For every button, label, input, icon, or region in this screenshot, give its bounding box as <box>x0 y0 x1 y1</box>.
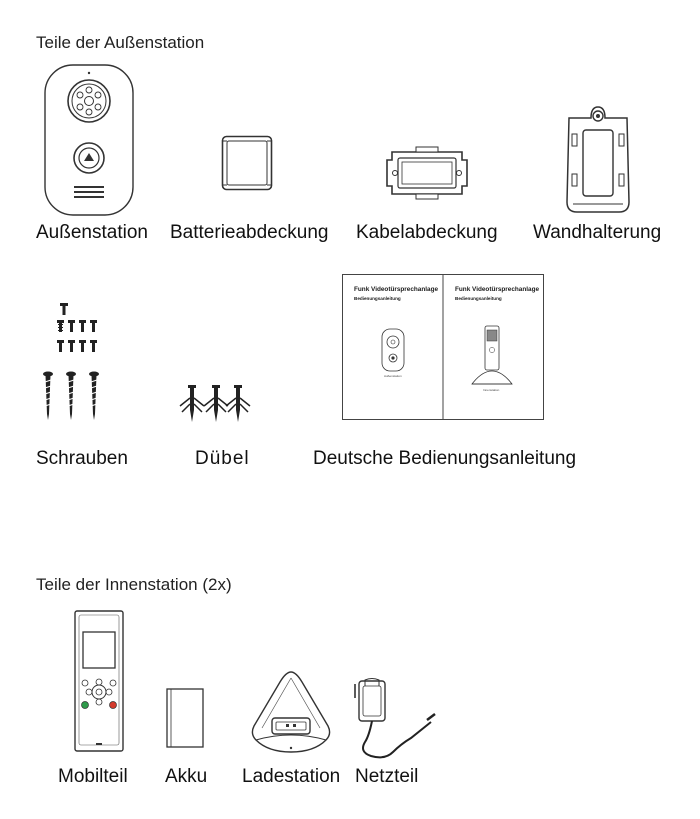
indoor-heading: Teile der Innenstation (2x) <box>36 575 232 594</box>
manual-right-title: Funk Videotürsprechanlage <box>455 286 540 293</box>
label-charger: Ladestation <box>242 766 341 787</box>
label-manual: Deutsche Bedienungsanleitung <box>313 448 577 469</box>
label-wall-bracket: Wandhalterung <box>533 222 662 243</box>
power-adapter-icon <box>345 676 437 762</box>
label-battery-cover: Batterieabdeckung <box>170 222 329 243</box>
wall-bracket-icon <box>563 104 633 214</box>
label-handset: Mobilteil <box>58 766 128 787</box>
label-dowels: Dübel <box>195 448 250 469</box>
manual-right-caption: Innenstation <box>483 388 500 392</box>
label-battery: Akku <box>165 766 208 787</box>
cable-cover-icon <box>386 146 468 200</box>
manual-left-subtitle: Bedienungsanleitung <box>354 296 401 301</box>
manual-left-caption: Außenstation <box>384 374 402 378</box>
screws-icon <box>38 302 108 422</box>
manual-pages <box>342 274 544 420</box>
doorbell-station-icon <box>44 64 134 216</box>
label-cable-cover: Kabelabdeckung <box>356 222 498 243</box>
outdoor-heading: Teile der Außenstation <box>36 33 205 52</box>
manual-right-subtitle: Bedienungsanleitung <box>455 296 502 301</box>
label-outdoor-station: Außenstation <box>36 222 148 243</box>
dowels-icon <box>175 384 255 424</box>
charging-station-icon <box>248 670 334 754</box>
battery-cover-icon <box>221 135 273 191</box>
label-screws: Schrauben <box>36 448 128 469</box>
battery-icon <box>166 688 204 748</box>
label-power-supply: Netzteil <box>355 766 419 787</box>
manual-left-title: Funk Videotürsprechanlage <box>354 286 439 293</box>
handset-icon <box>74 610 124 752</box>
